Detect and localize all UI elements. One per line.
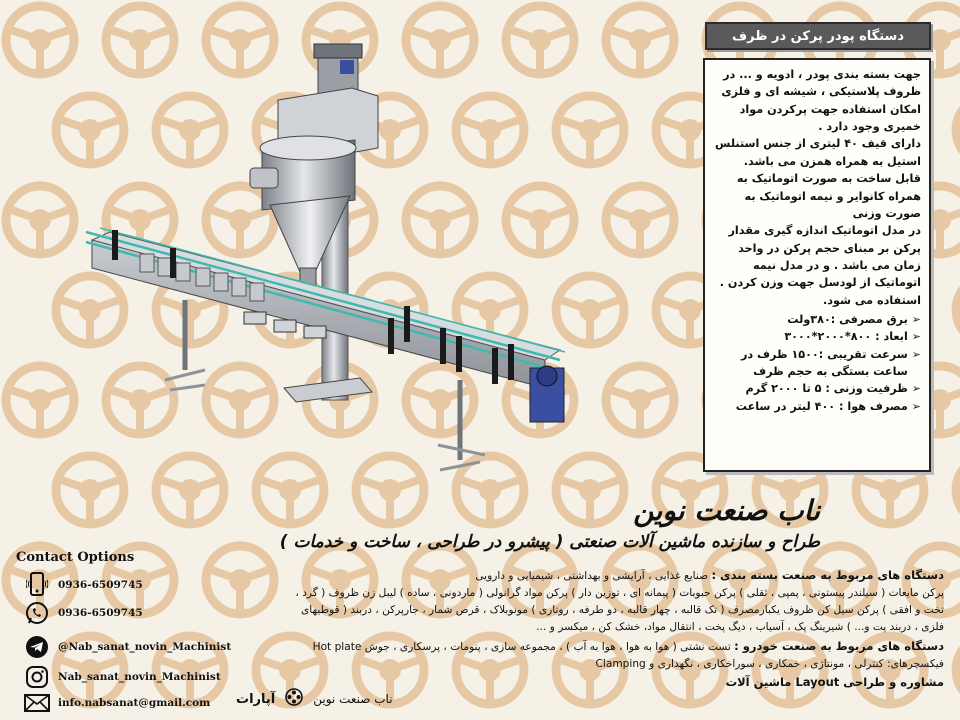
email-icon — [24, 690, 50, 716]
auto-heading — [228, 637, 944, 656]
packaging-heading — [228, 566, 944, 585]
packaging-title: دستگاه های مربوط به صنعت بسته بندی : — [711, 568, 944, 582]
aparat-logo[interactable]: آپارات — [236, 691, 276, 707]
fixture-line — [228, 656, 944, 673]
instagram-handle[interactable]: Nab_sanat_novin_Machinist — [58, 671, 221, 683]
company-name: ناب صنعت نوین — [633, 494, 820, 527]
check-arrow-icon: ➢ — [911, 382, 921, 396]
email-address[interactable]: info.nabsanat@gmail.com — [58, 697, 211, 709]
packaging-line: تخت و افقی ) پرکن سیل کن ظروف یکبارمصرف ( تک قالبه ، چهار قالبه ، دو طرفه ، روتاری ) مونوبلاک ، قرص شمار ، جارپرکن ، دربند ( قوطیهای — [300, 604, 944, 617]
spec-item: ➢ سرعت تقریبی :۱۵۰۰ ظرف در ساعت بستگی به حجم ظرف — [740, 347, 921, 379]
check-arrow-icon: ➢ — [911, 330, 921, 344]
contact-phone1 — [24, 572, 143, 598]
description-paragraph: قابل ساخت به صورت اتوماتیک به همراه کانوایر و نیمه اتوماتیک به صورت وزنی — [736, 172, 921, 220]
auto-head-latin: Hot plate — [312, 640, 362, 653]
product-description-box — [703, 58, 931, 472]
packaging-line: پرکن مایعات ( سیلندر پیستونی ، پمپی ، ثقلی ) پرکن حبوبات ( پیمانه ای ، توزین دار ) پرکن مواد گرانولی ( ماردونی ، ساده ) لیبل زن ظروف ( گرد ، — [295, 587, 944, 600]
check-arrow-icon: ➢ — [911, 347, 921, 361]
description-paragraph: در مدل اتوماتیک اندازه گیری مقدار پرکن بر مبنای حجم پرکن در واحد زمان می باشد . و در مدل نیمه اتوماتیک از لودسل جهت وزن کردن . استفاده می شود. — [719, 224, 921, 307]
spec-item: ➢ مصرف هوا : ۴۰۰ لیتر در ساعت — [713, 398, 921, 415]
spec-item: ➢ برق مصرفی :۳۸۰ولت — [713, 311, 921, 328]
check-arrow-icon: ➢ — [911, 313, 921, 327]
phone-number[interactable]: 0936-6509745 — [58, 579, 143, 591]
fixture-label: فیکسچرهای: کنترلی ، مونتاژی ، خمکاری ، سوراخکاری ، نگهداری و — [649, 657, 944, 670]
whatsapp-icon — [24, 600, 50, 626]
footer-company-name: ناب صنعت نوین — [313, 692, 393, 706]
telegram-handle[interactable]: @Nab_sanat_novin_Machinist — [58, 641, 232, 653]
contact-title: Contact Options — [16, 550, 135, 565]
description-paragraph: دارای قیف ۴۰ لیتری از جنس استنلس استیل به همراه همزن می باشد. — [715, 137, 921, 168]
auto-title: دستگاه های مربوط به صنعت خودرو : — [734, 638, 944, 653]
product-title-banner — [705, 22, 931, 50]
mobile-phone-icon — [24, 572, 50, 598]
spec-list — [713, 311, 921, 415]
motor-blue — [340, 60, 354, 74]
packaging-head: صنایع غذایی ، آرایشی و بهداشتی ، شیمیایی و دارویی — [475, 570, 709, 582]
phone-number[interactable]: 0936-6509745 — [58, 607, 143, 619]
film-reel-icon — [285, 688, 303, 710]
check-arrow-icon: ➢ — [911, 399, 921, 413]
motor-cap — [314, 44, 362, 58]
contact-instagram — [24, 664, 221, 690]
spec-item: ➢ ظرفیت وزنی : ۵ تا ۲۰۰۰ گرم — [713, 380, 921, 397]
consult-line: مشاوره و طراحی Layout ماشین آلات — [725, 674, 944, 689]
product-title: دستگاه پودر پرکن در ظرف — [732, 28, 904, 44]
contact-telegram — [24, 634, 231, 660]
contact-phone2 — [24, 600, 143, 626]
watermark-emblem — [956, 636, 960, 704]
telegram-icon — [24, 634, 50, 660]
description-paragraph: جهت بسته بندی پودر ، ادویه و ... در ظروف پلاستیکی ، شیشه ای و فلزی امکان استفاده جهت پرکردن مواد خمیری وجود دارد . — [721, 68, 921, 134]
company-tagline: طراح و سازنده ماشین آلات صنعتی ( پیشرو در طراحی ، ساخت و خدمات ) — [279, 532, 820, 552]
instagram-icon — [24, 664, 50, 690]
auto-head: تست نشتی ( هوا به هوا ، هوا به آب ) ، مجموعه سازی ، پنومات ، پرسکاری ، جوش — [364, 640, 731, 653]
footer-brand — [236, 688, 393, 710]
spec-item: ➢ ابعاد : ۸۰۰*۲۰۰۰*۳۰۰۰ — [713, 328, 921, 345]
contact-email — [24, 690, 210, 716]
packaging-line: فلزی ، دربند پت و... ) شیرینگ پک ، آسیاب ، دیگ پخت ، انتقال مواد، خشک کن ، میکسر و ... — [536, 621, 944, 634]
fixture-latin: Clamping — [595, 657, 646, 670]
